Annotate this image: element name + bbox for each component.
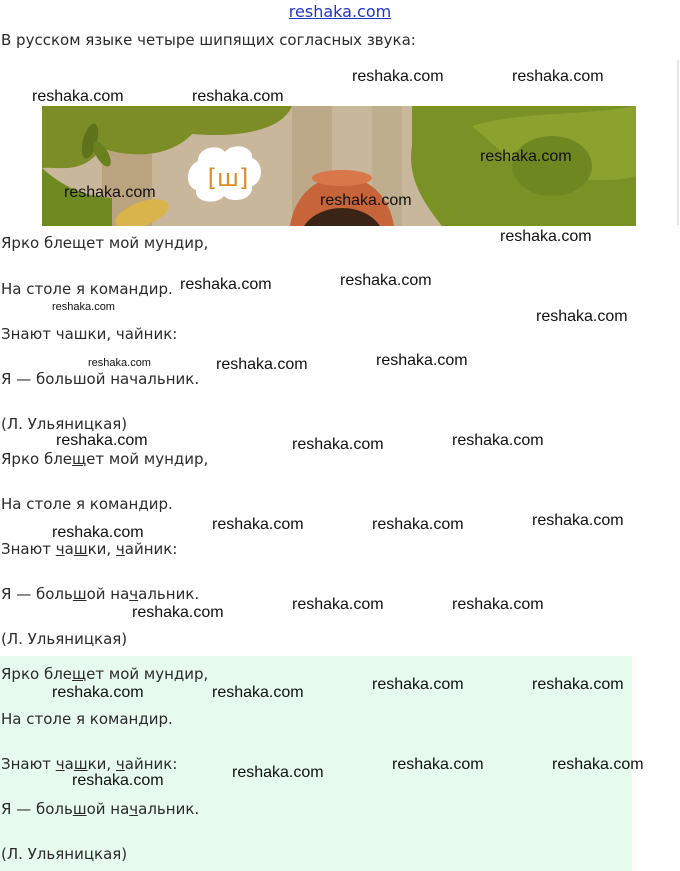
watermark: reshaka.com — [64, 184, 156, 201]
poem-line-1: Ярко блещет мой мундир, — [1, 234, 209, 252]
watermark: reshaka.com — [532, 512, 624, 529]
watermark: reshaka.com — [212, 684, 304, 701]
watermark: reshaka.com — [340, 272, 432, 289]
watermark: reshaka.com — [52, 301, 115, 313]
watermark: reshaka.com — [512, 68, 604, 85]
watermark: reshaka.com — [376, 352, 468, 369]
watermark: reshaka.com — [192, 88, 284, 105]
watermark: reshaka.com — [216, 356, 308, 373]
poem-author: (Л. Ульяницкая) — [1, 415, 128, 433]
watermark: reshaka.com — [452, 432, 544, 449]
marked-line-3: Знают чашки, чайник: — [1, 540, 178, 558]
watermark: reshaka.com — [480, 148, 572, 165]
marked-line-2: На столе я командир. — [1, 495, 173, 513]
watermark: reshaka.com — [532, 676, 624, 693]
marked-author: (Л. Ульяницкая) — [1, 630, 128, 648]
watermark: reshaka.com — [132, 604, 224, 621]
watermark: reshaka.com — [452, 596, 544, 613]
watermark: reshaka.com — [52, 524, 144, 541]
watermark: reshaka.com — [500, 228, 592, 245]
watermark: reshaka.com — [88, 357, 151, 369]
watermark: reshaka.com — [232, 764, 324, 781]
poem-line-3: Знают чашки, чайник: — [1, 325, 178, 343]
watermark: reshaka.com — [352, 68, 444, 85]
watermark: reshaka.com — [212, 516, 304, 533]
answer-line-3: Знают чашки, чайник: — [1, 755, 178, 773]
marked-line-1: Ярко блещет мой мундир, — [1, 450, 209, 468]
watermark: reshaka.com — [56, 432, 148, 449]
poem-line-2: На столе я командир. — [1, 280, 173, 298]
answer-line-4: Я — большой начальник. — [1, 800, 200, 818]
watermark: reshaka.com — [372, 516, 464, 533]
intro-text: В русском языке четыре шипящих согласных звука: — [1, 31, 416, 49]
watermark: reshaka.com — [372, 676, 464, 693]
poem-line-4: Я — большой начальник. — [1, 370, 200, 388]
watermark: reshaka.com — [72, 772, 164, 789]
watermark: reshaka.com — [552, 756, 644, 773]
watermark: reshaka.com — [292, 436, 384, 453]
answer-line-1: Ярко блещет мой мундир, — [1, 665, 209, 683]
scroll-edge — [677, 60, 679, 225]
answer-author: (Л. Ульяницкая) — [1, 845, 128, 863]
answer-line-2: На столе я командир. — [1, 710, 173, 728]
watermark: reshaka.com — [292, 596, 384, 613]
marked-line-4: Я — большой начальник. — [1, 585, 200, 603]
watermark: reshaka.com — [320, 192, 412, 209]
watermark: reshaka.com — [32, 88, 124, 105]
watermark: reshaka.com — [392, 756, 484, 773]
site-link[interactable]: reshaka.com — [288, 2, 392, 21]
watermark: reshaka.com — [536, 308, 628, 325]
watermark: reshaka.com — [180, 276, 272, 293]
sound-letter: [ш] — [207, 164, 249, 192]
watermark: reshaka.com — [52, 684, 144, 701]
